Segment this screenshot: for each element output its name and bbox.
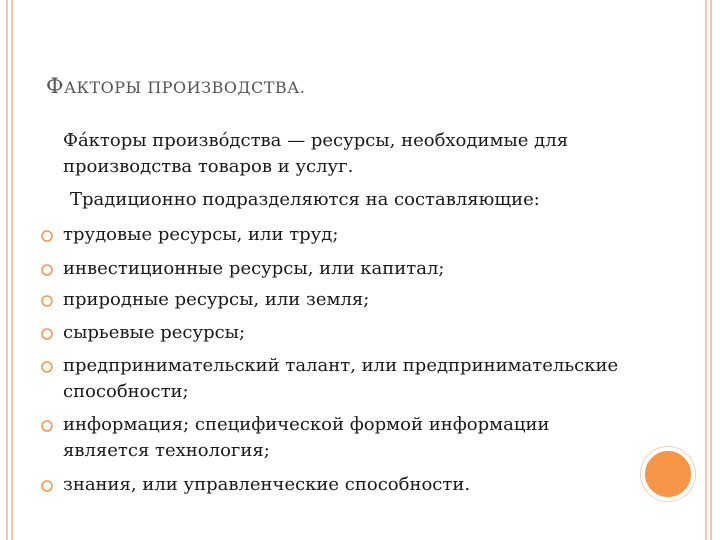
- list-item-text: предпринимательский талант, или предпринимательские способности;: [63, 355, 619, 402]
- circle-bullet-icon: [40, 419, 54, 433]
- intro-paragraph: Фа́кторы произво́дства — ресурсы, необходимые для производства товаров и услуг.: [63, 130, 569, 177]
- list-item-text: информация; специфической формой информации является технология;: [63, 414, 550, 461]
- list-item-text: инвестиционные ресурсы, или капитал;: [63, 258, 445, 279]
- circle-bullet-icon: [40, 479, 54, 493]
- list-item-text: сырьевые ресурсы;: [63, 322, 246, 343]
- circle-bullet-icon: [40, 327, 54, 341]
- list-item-text: знания, или управленческие способности.: [63, 474, 471, 495]
- intro-paragraph-2: Традиционно подразделяются на составляющие:: [70, 189, 540, 210]
- left-frame-line: [11, 0, 13, 540]
- circle-bullet-icon: [40, 263, 54, 277]
- title-first-letter: Ф: [46, 74, 64, 98]
- left-frame-line: [6, 0, 8, 540]
- list-item-text: природные ресурсы, или земля;: [63, 289, 370, 310]
- title-rest: АКТОРЫ ПРОИЗВОДСТВА.: [63, 78, 306, 97]
- right-frame-line: [710, 0, 712, 540]
- list-item-text: трудовые ресурсы, или труд;: [63, 224, 339, 245]
- right-frame-line: [705, 0, 707, 540]
- circle-bullet-icon: [40, 229, 54, 243]
- orange-circle-icon: [641, 447, 695, 501]
- circle-bullet-icon: [40, 294, 54, 308]
- slide-title: [46, 74, 305, 98]
- circle-bullet-icon: [40, 360, 54, 374]
